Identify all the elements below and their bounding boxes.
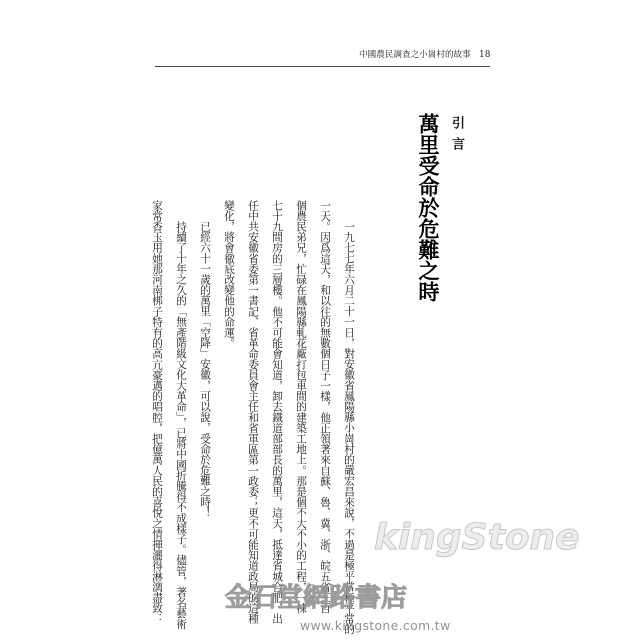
watermark-store-name: 金石堂網路書店	[225, 583, 408, 613]
page-number: 18	[479, 50, 491, 60]
body-line: 持續了十年之久的「無產階級文化大革命」，已將中國折騰得不成樣子。儘管，著名藝術	[175, 221, 187, 630]
body-line: 家常香玉用她那河南梆子特有的高亢豪邁的唱腔，把億萬人民的喜悅之情揮灑得淋漓盡致：	[151, 200, 163, 624]
body-line: 個農民弟兄，忙碌在鳳陽縣軋花廠打包車間的建築工地上。那是個不大不小的工程，一棟	[295, 200, 307, 614]
watermark-logo: kingStone	[374, 517, 580, 558]
body-line: 七十九間房的三層樓。他不可能會知道，卸去鐵道部部長的萬里，這天，抵達省城合肥，出	[271, 200, 283, 624]
body-line: 任中共安徽省委第一書記、省革命委員會主任和省軍區第一政委；更不可能知道政局的這種	[247, 200, 259, 624]
chapter-label: 引言	[449, 116, 464, 158]
body-line: 一九七七年六月二十一日，對安徽省鳳陽縣小崗村的嚴宏昌來說，不過是極平常極平常的	[343, 221, 355, 635]
body-line: 已經六十一歲的萬里「空降」安徽，可以說，受命於危難之時！	[199, 221, 211, 518]
watermark-url: www.kingstone.com.tw	[300, 618, 451, 633]
body-line: 一天。因爲這天，和以往的無數個日子一樣，他正領著來自蘇、魯、冀、浙、皖五省三百	[319, 200, 331, 614]
chapter-title: 萬里受命於危難之時	[416, 113, 440, 302]
running-title: 中國農民調查之小崗村的故事	[359, 50, 471, 60]
header-rule	[155, 66, 490, 67]
body-line: 變化，將會徹底改變他的命運。	[223, 200, 235, 349]
